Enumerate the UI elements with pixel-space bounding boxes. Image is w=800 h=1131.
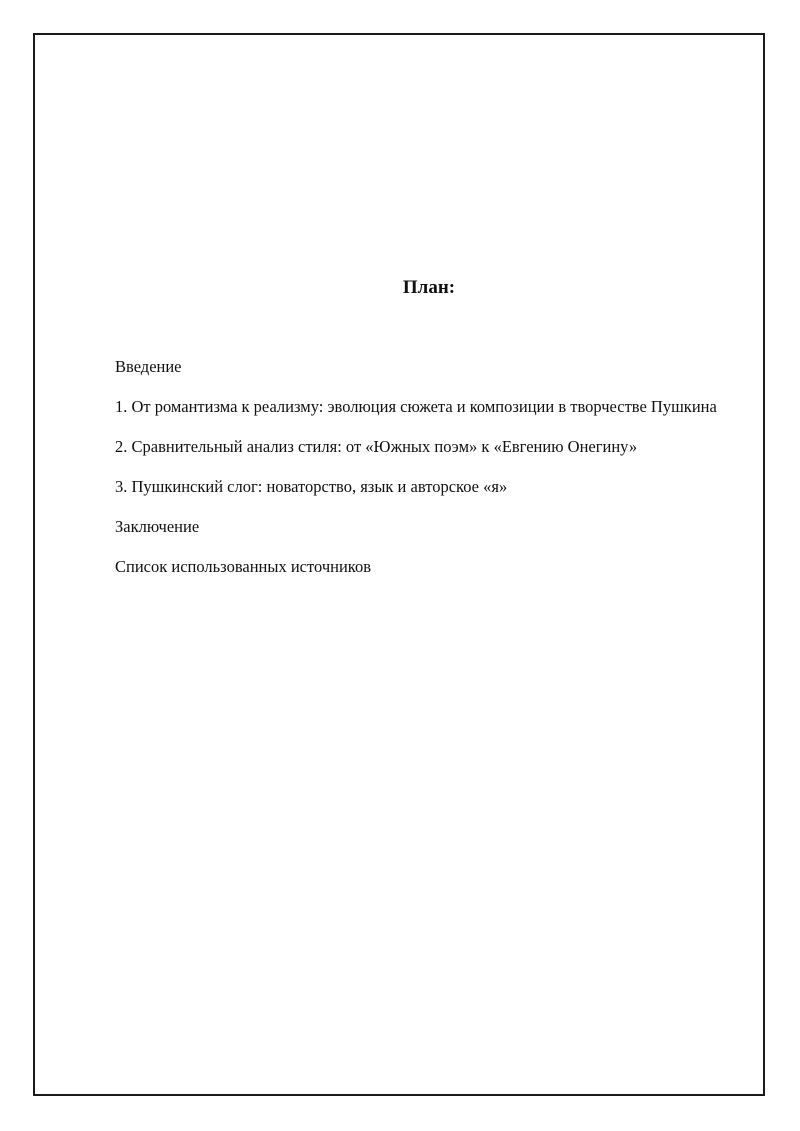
plan-item-1: 1. От романтизма к реализму: эволюция сюжета и композиции в творчестве Пушкина xyxy=(115,397,717,416)
plan-item-3: 3. Пушкинский слог: новаторство, язык и авторское «я» xyxy=(115,477,508,496)
plan-list xyxy=(115,351,735,591)
plan-item-introduction: Введение xyxy=(115,357,182,376)
page-title: План: xyxy=(402,277,456,298)
plan-item-conclusion: Заключение xyxy=(115,517,200,536)
plan-item-sources: Список использованных источников xyxy=(115,557,371,576)
plan-item-2: 2. Сравнительный анализ стиля: от «Южных поэм» к «Евгению Онегину» xyxy=(115,437,638,456)
